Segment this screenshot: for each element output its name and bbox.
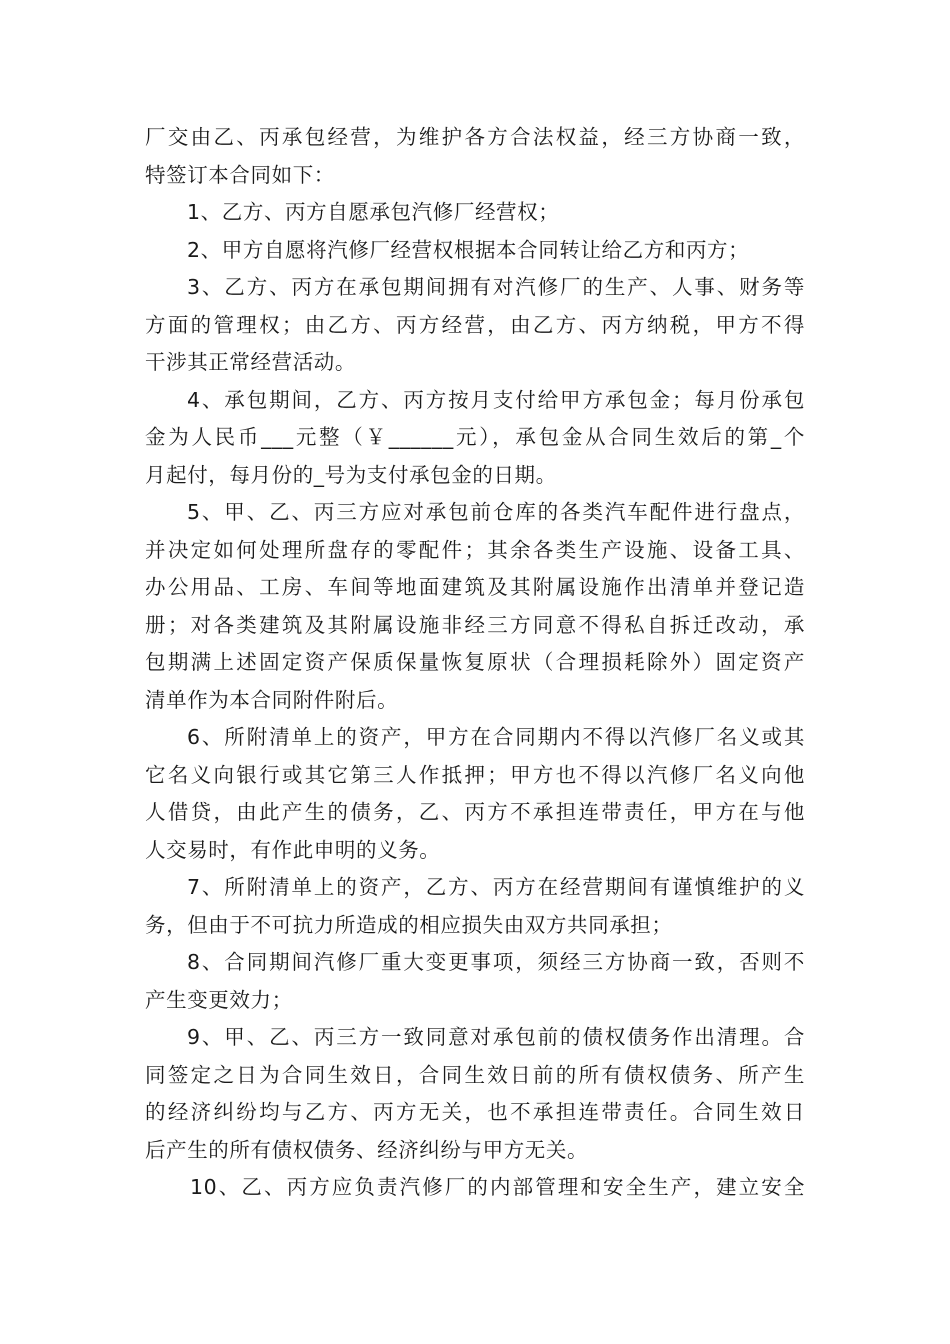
text-line: 后产生的所有债权债务、经济纠纷与甲方无关。	[145, 1137, 589, 1162]
text-line: 包期满上述固定资产保质保量恢复原状（合理损耗除外）固定资产	[145, 650, 805, 674]
clause-9: 9、甲、乙、丙三方一致同意对承包前的债权债务作出清理。合	[187, 1025, 805, 1049]
clause-6: 6、所附清单上的资产，甲方在合同期内不得以汽修厂名义或其	[187, 725, 805, 749]
text-line: 同签定之日为合同生效日，合同生效日前的所有债权债务、所产生	[145, 1062, 805, 1087]
text-line: 的经济纠纷均与乙方、丙方无关，也不承担连带责任。合同生效日	[145, 1100, 805, 1124]
text-line: 厂交由乙、丙承包经营，为维护各方合法权益，经三方协商一致，	[145, 125, 805, 149]
text-line: 干涉其正常经营活动。	[145, 350, 356, 374]
text-line: 办公用品、工房、车间等地面建筑及其附属设施作出清单并登记造	[145, 575, 805, 599]
text-line: 册；对各类建筑及其附属设施非经三方同意不得私自拆迁改动，承	[145, 612, 805, 637]
clause-5: 5、甲、乙、丙三方应对承包前仓库的各类汽车配件进行盘点，	[187, 500, 805, 524]
text-line: 人借贷，由此产生的债务，乙、丙方不承担连带责任，甲方在与他	[145, 800, 805, 824]
clause-10: 10、乙、丙方应负责汽修厂的内部管理和安全生产，建立安全	[190, 1175, 805, 1199]
contract-text	[145, 119, 805, 1207]
text-line: 务，但由于不可抗力所造成的相应损失由双方共同承担；	[145, 912, 673, 937]
text-line: 月起付，每月份的_号为支付承包金的日期。	[145, 462, 557, 487]
text-line: 并决定如何处理所盘存的零配件；其余各类生产设施、设备工具、	[145, 537, 805, 562]
text-line: 方面的管理权；由乙方、丙方经营，由乙方、丙方纳税，甲方不得	[145, 312, 805, 337]
clause-1: 1、乙方、丙方自愿承包汽修厂经营权；	[187, 200, 560, 224]
text-line: 清单作为本合同附件附后。	[145, 687, 399, 712]
text-line: 产生变更效力；	[145, 987, 293, 1012]
clause-8: 8、合同期间汽修厂重大变更事项，须经三方协商一致，否则不	[187, 950, 805, 974]
text-line: 人交易时，有作此申明的义务。	[145, 837, 441, 862]
clause-4: 4、承包期间，乙方、丙方按月支付给甲方承包金；每月份承包	[187, 387, 805, 412]
clause-2: 2、甲方自愿将汽修厂经营权根据本合同转让给乙方和丙方；	[187, 237, 750, 262]
clause-7: 7、所附清单上的资产，乙方、丙方在经营期间有谨慎维护的义	[187, 875, 805, 899]
text-line: 特签订本合同如下：	[145, 162, 335, 187]
text-line: 金为人民币___元整（￥______元），承包金从合同生效后的第_个	[145, 425, 805, 449]
text-line: 它名义向银行或其它第三人作抵押；甲方也不得以汽修厂名义向他	[145, 762, 805, 787]
clause-3: 3、乙方、丙方在承包期间拥有对汽修厂的生产、人事、财务等	[187, 275, 805, 299]
